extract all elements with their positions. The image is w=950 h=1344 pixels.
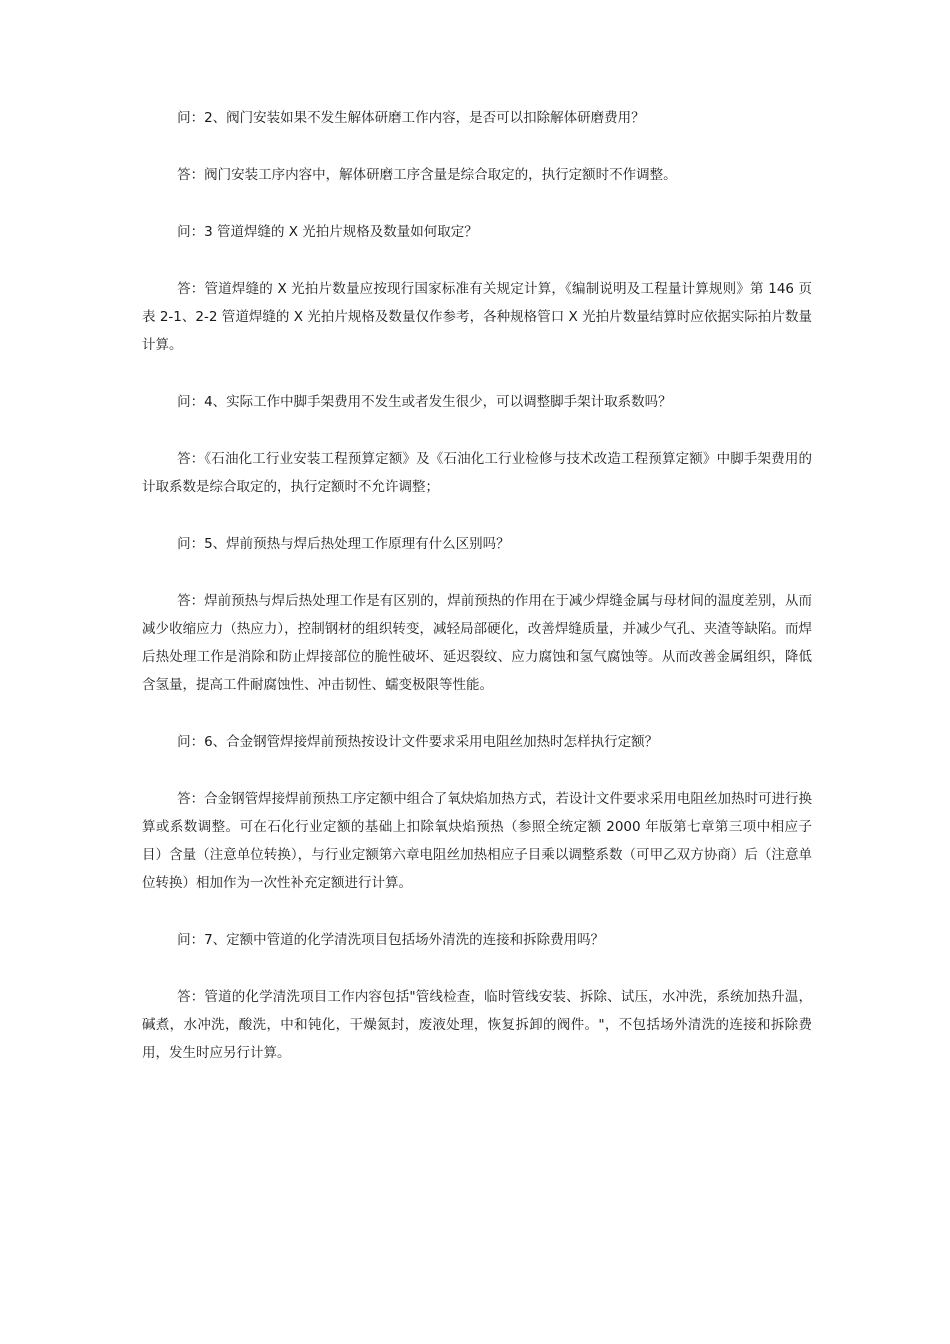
question-6: 问：6、合金钢管焊接焊前预热按设计文件要求采用电阻丝加热时怎样执行定额？ [177, 734, 659, 750]
question-3: 问：3 管道焊缝的 X 光拍片规格及数量如何取定？ [177, 224, 478, 240]
answer-3: 答：管道焊缝的 X 光拍片数量应按现行国家标准有关规定计算，《编制说明及工程量计算规则》第 146 页表 2-1、2-2 管道焊缝的 X 光拍片规格及数量仅作参考，各种规格管口 X 光拍片数量结算时应依据实际拍片数量计算。 [142, 281, 812, 353]
question-7: 问：7、定额中管道的化学清洗项目包括场外清洗的连接和拆除费用吗？ [177, 932, 605, 948]
answer-4: 答：《石油化工行业安装工程预算定额》及《石油化工行业检修与技术改造工程预算定额》中脚手架费用的计取系数是综合取定的，执行定额时不允许调整； [142, 451, 812, 495]
answer-5: 答：焊前预热与焊后热处理工作是有区别的，焊前预热的作用在于减少焊缝金属与母材间的温度差别，从而减少收缩应力（热应力），控制钢材的组织转变，减轻局部硬化，改善焊缝质量，并减少气孔、夹渣等缺陷。而焊后热处理工作是消除和防止焊接部位的脆性破坏、延迟裂纹、应力腐蚀和氢气腐蚀等。从而改善金属组织，降低含氢量，提高工件耐腐蚀性、冲击韧性、蠕变极限等性能。 [142, 593, 812, 693]
document-body [142, 104, 812, 1096]
question-4: 问：4、实际工作中脚手架费用不发生或者发生很少，可以调整脚手架计取系数吗？ [177, 394, 672, 410]
answer-2: 答：阀门安装工序内容中，解体研磨工序含量是综合取定的，执行定额时不作调整。 [177, 167, 677, 183]
answer-7: 答：管道的化学清洗项目工作内容包括"管线检查，临时管线安装、拆除、试压，水冲洗，系统加热升温，碱煮，水冲洗，酸洗，中和钝化，干燥氮封，废液处理，恢复拆卸的阀件。"，不包括场外清洗的连接和拆除费用，发生时应另行计算。 [142, 989, 812, 1061]
question-2: 问：2、阀门安装如果不发生解体研磨工作内容，是否可以扣除解体研磨费用？ [177, 110, 645, 126]
answer-6: 答：合金钢管焊接焊前预热工序定额中组合了氧炔焰加热方式，若设计文件要求采用电阻丝加热时可进行换算或系数调整。可在石化行业定额的基础上扣除氧炔焰预热（参照全统定额 2000 年版第七章第三项中相应子目）含量（注意单位转换），与行业定额第六章电阻丝加热相应子目乘以调整系数（可甲乙双方协商）后（注意单位转换）相加作为一次性补充定额进行计算。 [142, 791, 812, 891]
question-5: 问：5、焊前预热与焊后热处理工作原理有什么区别吗？ [177, 536, 510, 552]
